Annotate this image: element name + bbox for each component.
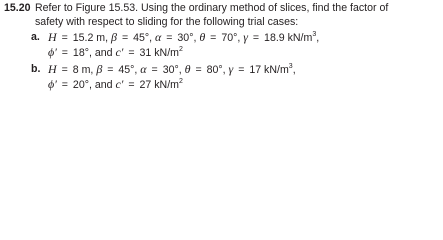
case-a-h-value: 15.2 m [72, 32, 106, 44]
symbol-c: c′ [115, 77, 124, 91]
case-b-label: b. [31, 63, 41, 75]
and-word: and [94, 79, 113, 91]
symbol-alpha: α [140, 62, 147, 76]
intro-line-2: safety with respect to sliding for the following trial cases: [35, 16, 299, 28]
symbol-phi: ϕ′ [48, 45, 57, 59]
case-b-h-value: 8 m [72, 64, 91, 76]
symbol-theta: θ [184, 62, 191, 76]
symbol-alpha: α [155, 30, 162, 44]
case-a-gamma-value: 18.9 kN/m [264, 32, 313, 44]
symbol-h: H [48, 30, 57, 44]
cube-superscript: 3 [288, 63, 293, 70]
problem-15-20 [0, 0, 443, 104]
symbol-h: H [48, 62, 57, 76]
case-b-c-value: 27 kN/m [139, 79, 179, 91]
symbol-phi: ϕ′ [48, 77, 57, 91]
case-a-phi-value: 18° [72, 47, 89, 59]
symbol-beta: β [111, 30, 118, 44]
square-superscript: 2 [178, 46, 183, 53]
case-b-line-2: ϕ′ = 20°, and c′ = 27 $kN/m^2$ [48, 77, 183, 91]
case-a-c-value: 31 kN/m [139, 47, 179, 59]
case-b-beta-value: 45° [118, 64, 135, 76]
intro-text-1: Refer to Figure 15.53. Using the ordinary method of slices, find the factor of [35, 2, 389, 14]
case-a-params-1: H = 15.2 m, β = 45°, α = 30°, θ = 70°, γ = 18.9 $kN/m^3$, [48, 30, 320, 44]
and-word: and [94, 47, 113, 59]
case-a-alpha-value: 30° [177, 32, 194, 44]
square-superscript: 2 [178, 78, 183, 85]
symbol-gamma: γ [243, 30, 248, 44]
case-a-line-2: ϕ′ = 18°, and c′ = 31 $kN/m^2$ [48, 45, 183, 59]
case-b-alpha-value: 30° [162, 64, 179, 76]
case-b-gamma-value: 17 kN/m [249, 64, 289, 76]
case-b-theta-value: 80° [206, 64, 223, 76]
symbol-theta: θ [199, 30, 206, 44]
case-b-phi-value: 20° [72, 79, 89, 91]
case-a-theta-value: 70° [221, 32, 238, 44]
symbol-c: c′ [115, 45, 124, 59]
symbol-gamma: γ [228, 62, 234, 76]
case-a-label: a. [31, 31, 40, 43]
case-b-params-1: H = 8 m, β = 45°, α = 30°, θ = 80°, γ = 17 $kN/m^3$, [48, 62, 296, 76]
cube-superscript: 3 [312, 31, 317, 38]
problem-number: 15.20 [4, 2, 31, 14]
case-a-beta-value: 45° [133, 32, 150, 44]
symbol-beta: β [96, 62, 103, 76]
